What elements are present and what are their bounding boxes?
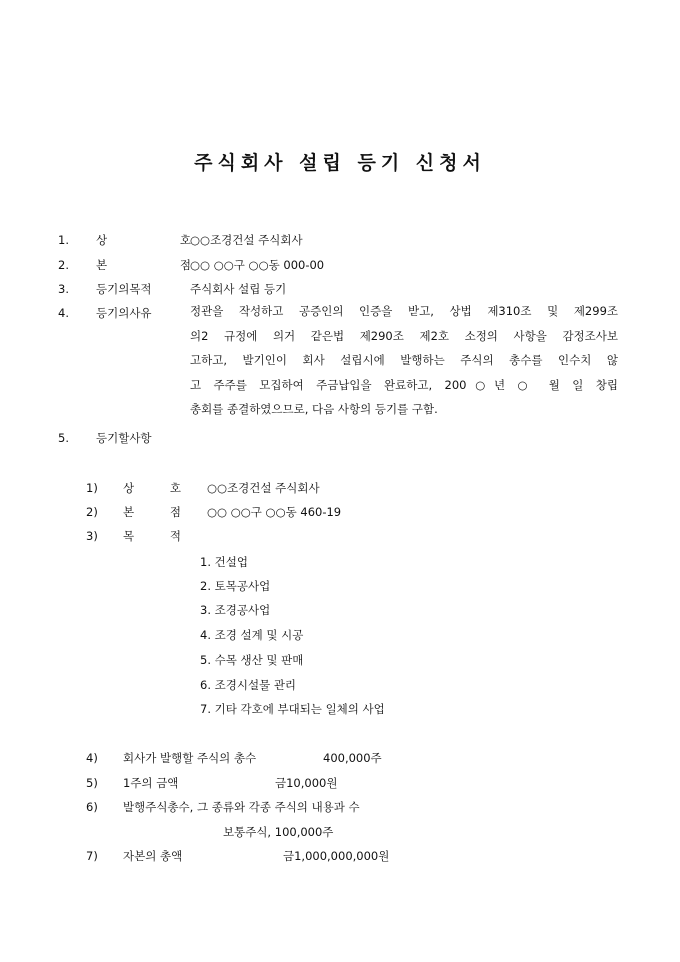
sub-item-value: 금1,000,000,000원 — [283, 849, 390, 863]
sub-item-value: ○○조경건설 주식회사 — [207, 481, 320, 495]
item-label: 등기의목적 — [96, 282, 152, 296]
reason-line: 정관을 작성하고 공증인의 인증을 받고, 상법 제310조 및 제299조 — [190, 304, 618, 318]
reason-line: 고 주주를 모집하여 주금납입을 완료하고, 200○년 ○ 월 일 창립 — [190, 377, 618, 392]
document-title: 주식회사 설립 등기 신청서 — [194, 152, 486, 174]
purpose-item: 6. 조경시설물 관리 — [200, 678, 297, 692]
sub-item-number: 4) — [86, 751, 98, 765]
item-number: 2. — [58, 258, 69, 272]
item-number: 3. — [58, 282, 69, 296]
reason-line: 총회를 종결하였으므로, 다음 사항의 등기를 구함. — [190, 402, 438, 416]
item-number: 1. — [58, 233, 69, 247]
sub-item-number: 5) — [86, 776, 98, 790]
purpose-item: 1. 건설업 — [200, 555, 248, 569]
sub-item-number: 3) — [86, 529, 98, 543]
reason-line: 의2 규정에 의거 같은법 제290조 제2호 소정의 사항을 감정조사보 — [190, 328, 618, 343]
sub-item-label: 본 점 — [123, 505, 181, 519]
item-number: 4. — [58, 306, 69, 320]
purpose-item: 3. 조경공사업 — [200, 603, 271, 617]
sub-item-number: 2) — [86, 505, 98, 519]
item-number: 5. — [58, 431, 69, 445]
sub-item-value: ○○ ○○구 ○○동 460-19 — [207, 505, 342, 519]
sub-item-label: 목 적 — [123, 529, 181, 543]
sub-item-label: 회사가 발행할 주식의 총수 — [123, 751, 257, 765]
sub-item-number: 1) — [86, 481, 98, 495]
sub-item-number: 7) — [86, 849, 98, 863]
item-value: ○○조경건설 주식회사 — [190, 233, 303, 247]
purpose-item: 5. 수목 생산 및 판매 — [200, 653, 304, 667]
item-label: 등기할사항 — [96, 431, 152, 445]
registration-reason — [190, 303, 618, 426]
sub-item-label: 1주의 금액 — [123, 776, 179, 790]
sub-item-value: 금10,000원 — [275, 776, 338, 790]
item-value: 주식회사 설립 등기 — [190, 282, 287, 296]
purpose-item: 2. 토목공사업 — [200, 579, 271, 593]
sub-item-label: 발행주식총수, 그 종류와 각종 주식의 내용과 수 — [123, 800, 360, 814]
purpose-item: 4. 조경 설계 및 시공 — [200, 628, 304, 642]
sub-item-label: 상 호 — [123, 481, 181, 495]
item-label: 등기의사유 — [96, 306, 152, 320]
sub-item-value: 보통주식, 100,000주 — [223, 825, 334, 839]
item-label: 본 점 — [96, 258, 191, 272]
sub-item-number: 6) — [86, 800, 98, 814]
purpose-item: 7. 기타 각호에 부대되는 일체의 사업 — [200, 702, 385, 716]
reason-line: 고하고, 발기인이 회사 설립시에 발행하는 주식의 총수를 인수치 않 — [190, 353, 618, 367]
item-value: ○○ ○○구 ○○동 000-00 — [190, 258, 325, 272]
item-label: 상 호 — [96, 233, 191, 247]
sub-item-label: 자본의 총액 — [123, 849, 183, 863]
sub-item-value: 400,000주 — [323, 751, 382, 765]
